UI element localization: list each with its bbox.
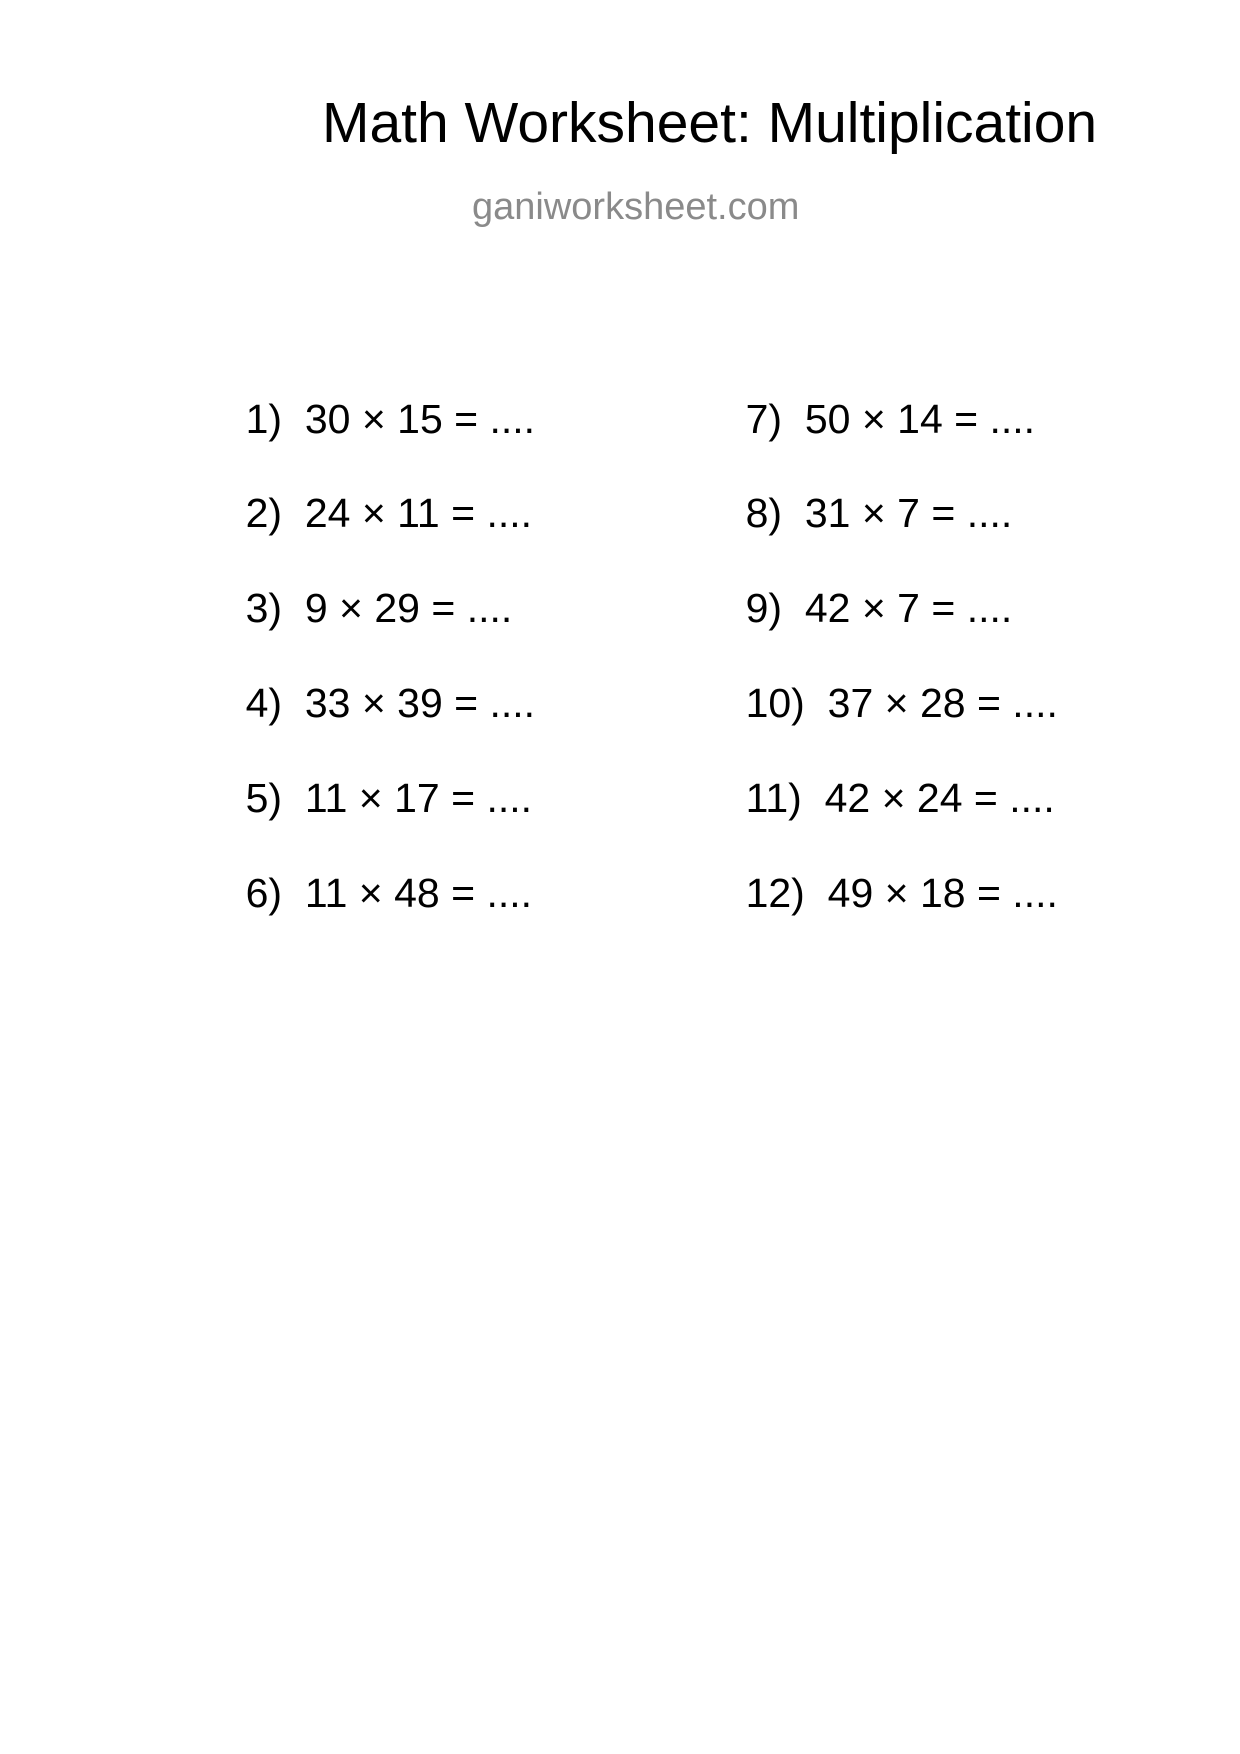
problem-number: 11): [745, 775, 802, 821]
problem-expression: 31 × 7 = ....: [804, 490, 1013, 536]
problem-item: [700, 832, 1058, 955]
problem-number: 8): [745, 490, 783, 536]
problem-number: 10): [745, 680, 805, 726]
problem-expression: 33 × 39 = ....: [304, 680, 536, 726]
problem-expression: 9 × 29 = ....: [304, 585, 513, 631]
problem-number: 3): [245, 585, 283, 631]
problem-expression: 37 × 28 = ....: [827, 680, 1058, 726]
problem-expression: 24 × 11 = ....: [304, 490, 533, 536]
site-name: ganiworksheet.com: [472, 186, 800, 228]
problem-number: 2): [245, 490, 283, 536]
problem-number: 4): [245, 680, 283, 726]
problem-expression: 11 × 17 = ....: [304, 775, 533, 821]
problem-number: 6): [245, 870, 283, 916]
problem-number: 5): [245, 775, 283, 821]
problem-number: 12): [745, 870, 805, 916]
problem-expression: 30 × 15 = ....: [304, 396, 536, 442]
problem-number: 9): [745, 585, 783, 631]
problem-expression: 11 × 48 = ....: [304, 870, 533, 916]
problem-expression: 42 × 24 = ....: [824, 775, 1055, 821]
problem-item: [200, 832, 532, 955]
page-title: Math Worksheet: Multiplication: [322, 91, 1098, 155]
problem-number: 7): [745, 396, 783, 442]
problem-expression: 50 × 14 = ....: [804, 396, 1036, 442]
problem-expression: 42 × 7 = ....: [804, 585, 1013, 631]
problem-number: 1): [245, 396, 283, 442]
problem-expression: 49 × 18 = ....: [827, 870, 1058, 916]
